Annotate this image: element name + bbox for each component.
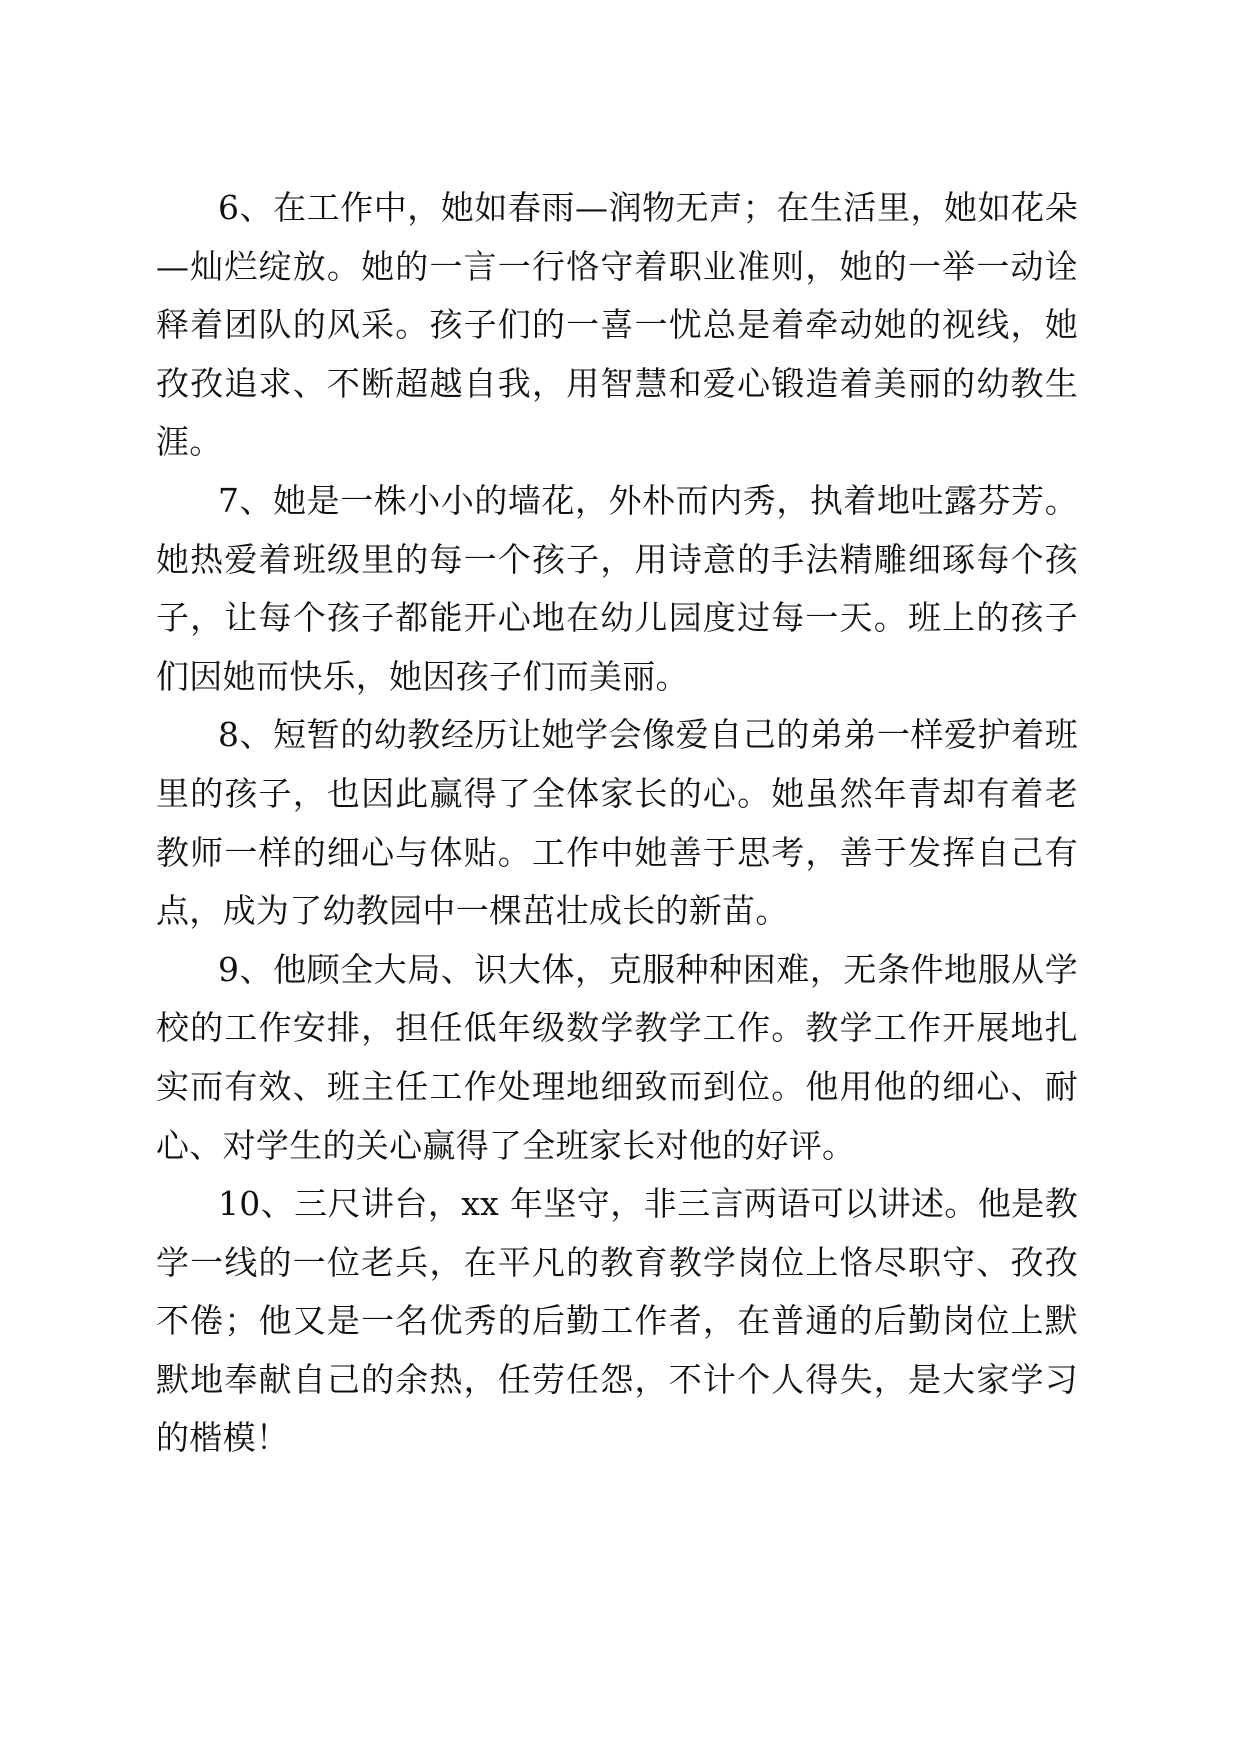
- paragraph-7: 7、她是一株小小的墙花，外朴而内秀，执着地吐露芬芳。她热爱着班级里的每一个孩子，用诗意的手法精雕细琢每个孩子，让每个孩子都能开心地在幼儿园度过每一天。班上的孩子们因她而快乐，她因孩子们而美丽。: [156, 480, 1078, 696]
- document-body: [156, 179, 1078, 1468]
- paragraph-10: 10、三尺讲台，xx 年坚守，非三言两语可以讲述。他是教学一线的一位老兵，在平凡的教育教学岗位上恪尽职守、孜孜不倦；他又是一名优秀的后勤工作者，在普通的后勤岗位上默默地奉献自己的余热，任劳任怨，不计个人得失，是大家学习的楷模！: [156, 1184, 1078, 1458]
- paragraph-9: 9、他顾全大局、识大体，克服种种困难，无条件地服从学校的工作安排，担任低年级数学教学工作。教学工作开展地扎实而有效、班主任工作处理地细致而到位。他用他的细心、耐心、对学生的关心赢得了全班家长对他的好评。: [156, 949, 1078, 1165]
- paragraph-6: 6、在工作中，她如春雨—润物无声；在生活里，她如花朵—灿烂绽放。她的一言一行恪守着职业准则，她的一举一动诠释着团队的风采。孩子们的一喜一忧总是着牵动她的视线，她孜孜追求、不断超越自我，用智慧和爱心锻造着美丽的幼教生涯。: [156, 188, 1078, 462]
- paragraph-8: 8、短暂的幼教经历让她学会像爱自己的弟弟一样爱护着班里的孩子，也因此赢得了全体家长的心。她虽然年青却有着老教师一样的细心与体贴。工作中她善于思考，善于发挥自己有点，成为了幼教园中一棵茁壮成长的新苗。: [156, 715, 1078, 931]
